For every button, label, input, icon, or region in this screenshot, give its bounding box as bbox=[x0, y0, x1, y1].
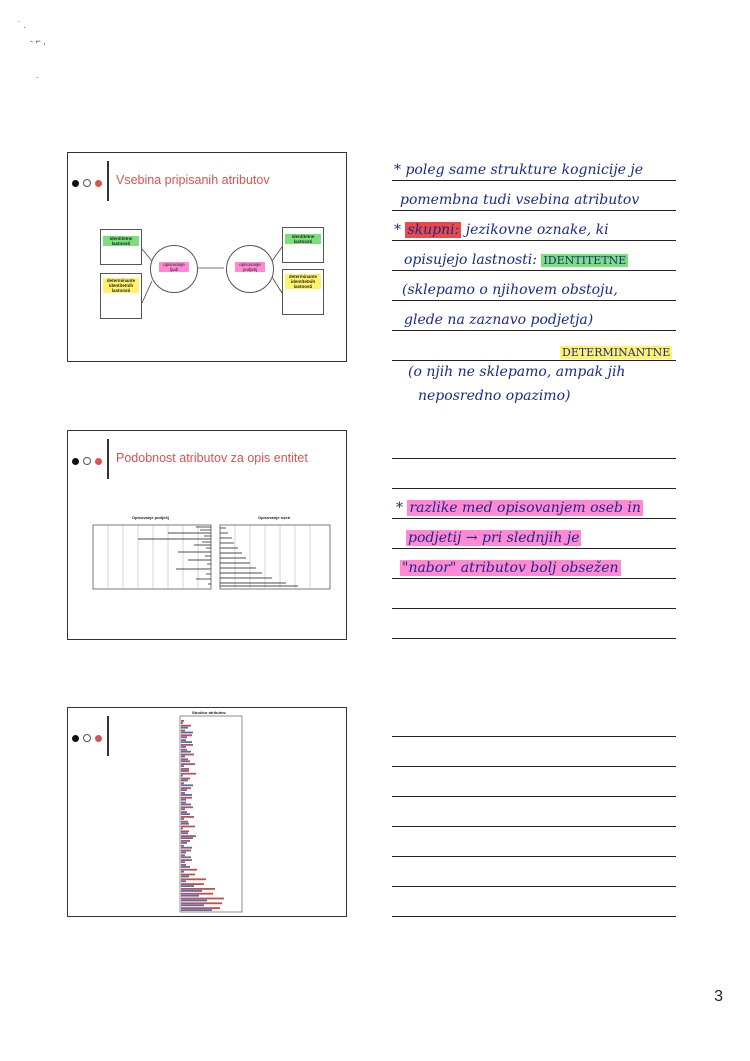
scan-mark: ˙ . bbox=[18, 20, 26, 30]
attribute-bar bbox=[181, 768, 189, 770]
attribute-bar bbox=[181, 780, 188, 782]
note-line: pomembna tudi vsebina atributov bbox=[400, 192, 640, 208]
note-star: * bbox=[396, 500, 403, 516]
note-line bbox=[394, 222, 609, 238]
attribute-bar bbox=[181, 758, 188, 760]
attribute-bar bbox=[181, 794, 192, 796]
attribute-bar bbox=[181, 806, 193, 808]
attribute-bar bbox=[181, 859, 192, 861]
attribute-bar bbox=[181, 730, 185, 732]
note-highlight: "nabor" atributov bolj obsežen bbox=[402, 560, 619, 576]
attribute-bar bbox=[181, 888, 215, 890]
diagram-arrows bbox=[68, 153, 346, 361]
attribute-bar-chart bbox=[68, 708, 346, 916]
rule-line bbox=[392, 796, 676, 797]
attribute-bar bbox=[181, 727, 188, 729]
note-line bbox=[560, 344, 672, 360]
attribute-bar bbox=[181, 734, 192, 736]
rule-line bbox=[392, 518, 676, 519]
attribute-bar bbox=[181, 837, 193, 839]
attribute-bar bbox=[181, 751, 191, 753]
attribute-bar bbox=[181, 866, 190, 868]
rule-line bbox=[392, 210, 676, 211]
attribute-bar bbox=[181, 904, 204, 906]
attribute-bar bbox=[181, 871, 184, 873]
similarity-charts bbox=[68, 431, 346, 639]
note-tag-identitetne: IDENTITETNE bbox=[543, 254, 627, 267]
attribute-bar bbox=[181, 874, 195, 876]
attribute-bar bbox=[181, 880, 186, 882]
attribute-bar bbox=[181, 847, 192, 849]
attribute-bar bbox=[181, 739, 186, 741]
attribute-bar bbox=[181, 749, 187, 751]
chart-left-title: Opisovanje podjetij bbox=[132, 515, 169, 520]
attribute-bar bbox=[181, 754, 194, 756]
attribute-bar bbox=[181, 895, 199, 897]
attribute-bar bbox=[181, 720, 184, 722]
attribute-bar bbox=[181, 854, 185, 856]
attribute-bar bbox=[181, 876, 189, 878]
attribute-bar bbox=[181, 845, 184, 847]
note-highlight: skupni: bbox=[407, 222, 460, 238]
attribute-bar bbox=[181, 763, 195, 765]
attribute-bar bbox=[181, 885, 194, 887]
box-label: determinante identitetnih lastnosti bbox=[285, 274, 321, 289]
chart-right-title: Opisovanje oseb bbox=[258, 515, 291, 520]
note-tag-determinantne: DETERMINANTNE bbox=[562, 346, 671, 359]
note-highlight: podjetij → pri slednjih je bbox=[408, 530, 580, 546]
attribute-bar bbox=[181, 725, 191, 727]
slide-3 bbox=[67, 707, 347, 917]
attribute-bar bbox=[181, 842, 187, 844]
rule-line bbox=[392, 458, 676, 459]
attribute-bar bbox=[181, 861, 185, 863]
attribute-bar bbox=[181, 907, 220, 909]
slide-2 bbox=[67, 430, 347, 640]
attribute-bar bbox=[181, 804, 191, 806]
attribute-bar bbox=[181, 852, 186, 854]
rule-line bbox=[392, 826, 676, 827]
circle-label: opisovanje ljudi bbox=[159, 262, 189, 272]
note-text: jezikovne oznake, ki bbox=[461, 222, 609, 238]
rule-line bbox=[392, 886, 676, 887]
attribute-bar bbox=[181, 756, 185, 758]
attribute-bar bbox=[181, 818, 184, 820]
page-number: 3 bbox=[714, 988, 723, 1005]
attribute-bar bbox=[181, 840, 190, 842]
attribute-bar bbox=[181, 813, 190, 815]
rule-line bbox=[392, 488, 676, 489]
rule-line bbox=[392, 548, 676, 549]
rule-line bbox=[392, 330, 676, 331]
attribute-bar bbox=[181, 878, 206, 880]
note-line bbox=[396, 500, 643, 516]
attribute-bar bbox=[181, 864, 186, 866]
attribute-bar bbox=[181, 722, 183, 724]
attribute-bar bbox=[181, 799, 186, 801]
attribute-bar bbox=[181, 775, 183, 777]
attribute-bar bbox=[181, 890, 202, 892]
note-highlight: razlike med opisovanjem oseb in bbox=[409, 500, 641, 516]
attribute-bar bbox=[181, 823, 189, 825]
attribute-bar bbox=[181, 770, 189, 772]
rule-line bbox=[392, 856, 676, 857]
note-star: * bbox=[394, 222, 401, 238]
scan-mark: . bbox=[36, 70, 39, 80]
slide-title: Vsebina pripisanih atributov bbox=[116, 173, 270, 187]
rule-line bbox=[392, 638, 676, 639]
attribute-bar bbox=[181, 869, 197, 871]
attribute-bar bbox=[181, 816, 194, 818]
box-label: identitetne lastnosti bbox=[285, 234, 321, 244]
attribute-bar bbox=[181, 787, 191, 789]
attribute-bar bbox=[181, 893, 213, 895]
slide-1 bbox=[67, 152, 347, 362]
rule-line bbox=[392, 766, 676, 767]
attribute-bar bbox=[181, 802, 186, 804]
attribute-bar bbox=[181, 765, 184, 767]
attribute-bar bbox=[181, 808, 185, 810]
scan-mark: - ⌐ , bbox=[30, 36, 46, 46]
attribute-bar bbox=[181, 797, 192, 799]
attribute-bar bbox=[181, 830, 189, 832]
slide-title: Podobnost atributov za opis entitet bbox=[116, 451, 308, 465]
attribute-bar bbox=[181, 811, 187, 813]
attribute-bar bbox=[181, 741, 192, 743]
rule-line bbox=[392, 180, 676, 181]
attribute-bar bbox=[181, 850, 191, 852]
circle-label: opisovanje podjetij bbox=[235, 262, 265, 272]
note-line: * poleg same strukture kognicije je bbox=[394, 162, 644, 178]
rule-line bbox=[392, 608, 676, 609]
note-line bbox=[406, 530, 581, 546]
attribute-bar bbox=[181, 902, 222, 904]
attribute-bar bbox=[181, 826, 195, 828]
box-label: identitetne lastnosti bbox=[103, 236, 139, 246]
attribute-bar bbox=[181, 828, 183, 830]
rule-line bbox=[392, 270, 676, 271]
note-text: opisujejo lastnosti: bbox=[404, 252, 537, 268]
rule-line bbox=[392, 578, 676, 579]
attribute-bar bbox=[181, 909, 212, 911]
attribute-bar bbox=[181, 773, 196, 775]
attribute-bar bbox=[181, 821, 188, 823]
rule-line bbox=[392, 736, 676, 737]
note-line: (o njih ne sklepamo, ampak jih bbox=[408, 364, 626, 380]
attribute-bar bbox=[181, 732, 193, 734]
rule-line bbox=[392, 240, 676, 241]
attribute-bar bbox=[181, 736, 187, 738]
rule-line bbox=[392, 916, 676, 917]
attribute-bar bbox=[181, 778, 190, 780]
rule-line bbox=[392, 300, 676, 301]
attribute-bar bbox=[181, 782, 184, 784]
attribute-bar bbox=[181, 898, 224, 900]
attribute-bar bbox=[181, 789, 187, 791]
attribute-bar bbox=[181, 744, 193, 746]
note-line: glede na zaznavo podjetja) bbox=[404, 312, 594, 328]
attribute-bar bbox=[181, 856, 191, 858]
attribute-bar bbox=[181, 883, 204, 885]
box-label: determinante identitetnih lastnosti bbox=[103, 278, 139, 293]
attribute-bar bbox=[181, 760, 190, 762]
attribute-bar bbox=[181, 784, 193, 786]
attribute-chart-title: Struktur atributov bbox=[192, 710, 226, 715]
note-line bbox=[400, 560, 621, 576]
attribute-bar bbox=[181, 792, 185, 794]
attribute-bar bbox=[181, 900, 207, 902]
rule-line bbox=[392, 360, 676, 361]
note-line: (sklepamo o njihovem obstoju, bbox=[402, 282, 618, 298]
attribute-bar bbox=[181, 746, 186, 748]
attribute-bar bbox=[181, 832, 188, 834]
note-line bbox=[404, 252, 628, 268]
attribute-bar bbox=[181, 835, 196, 837]
note-line: neposredno opazimo) bbox=[418, 388, 571, 404]
